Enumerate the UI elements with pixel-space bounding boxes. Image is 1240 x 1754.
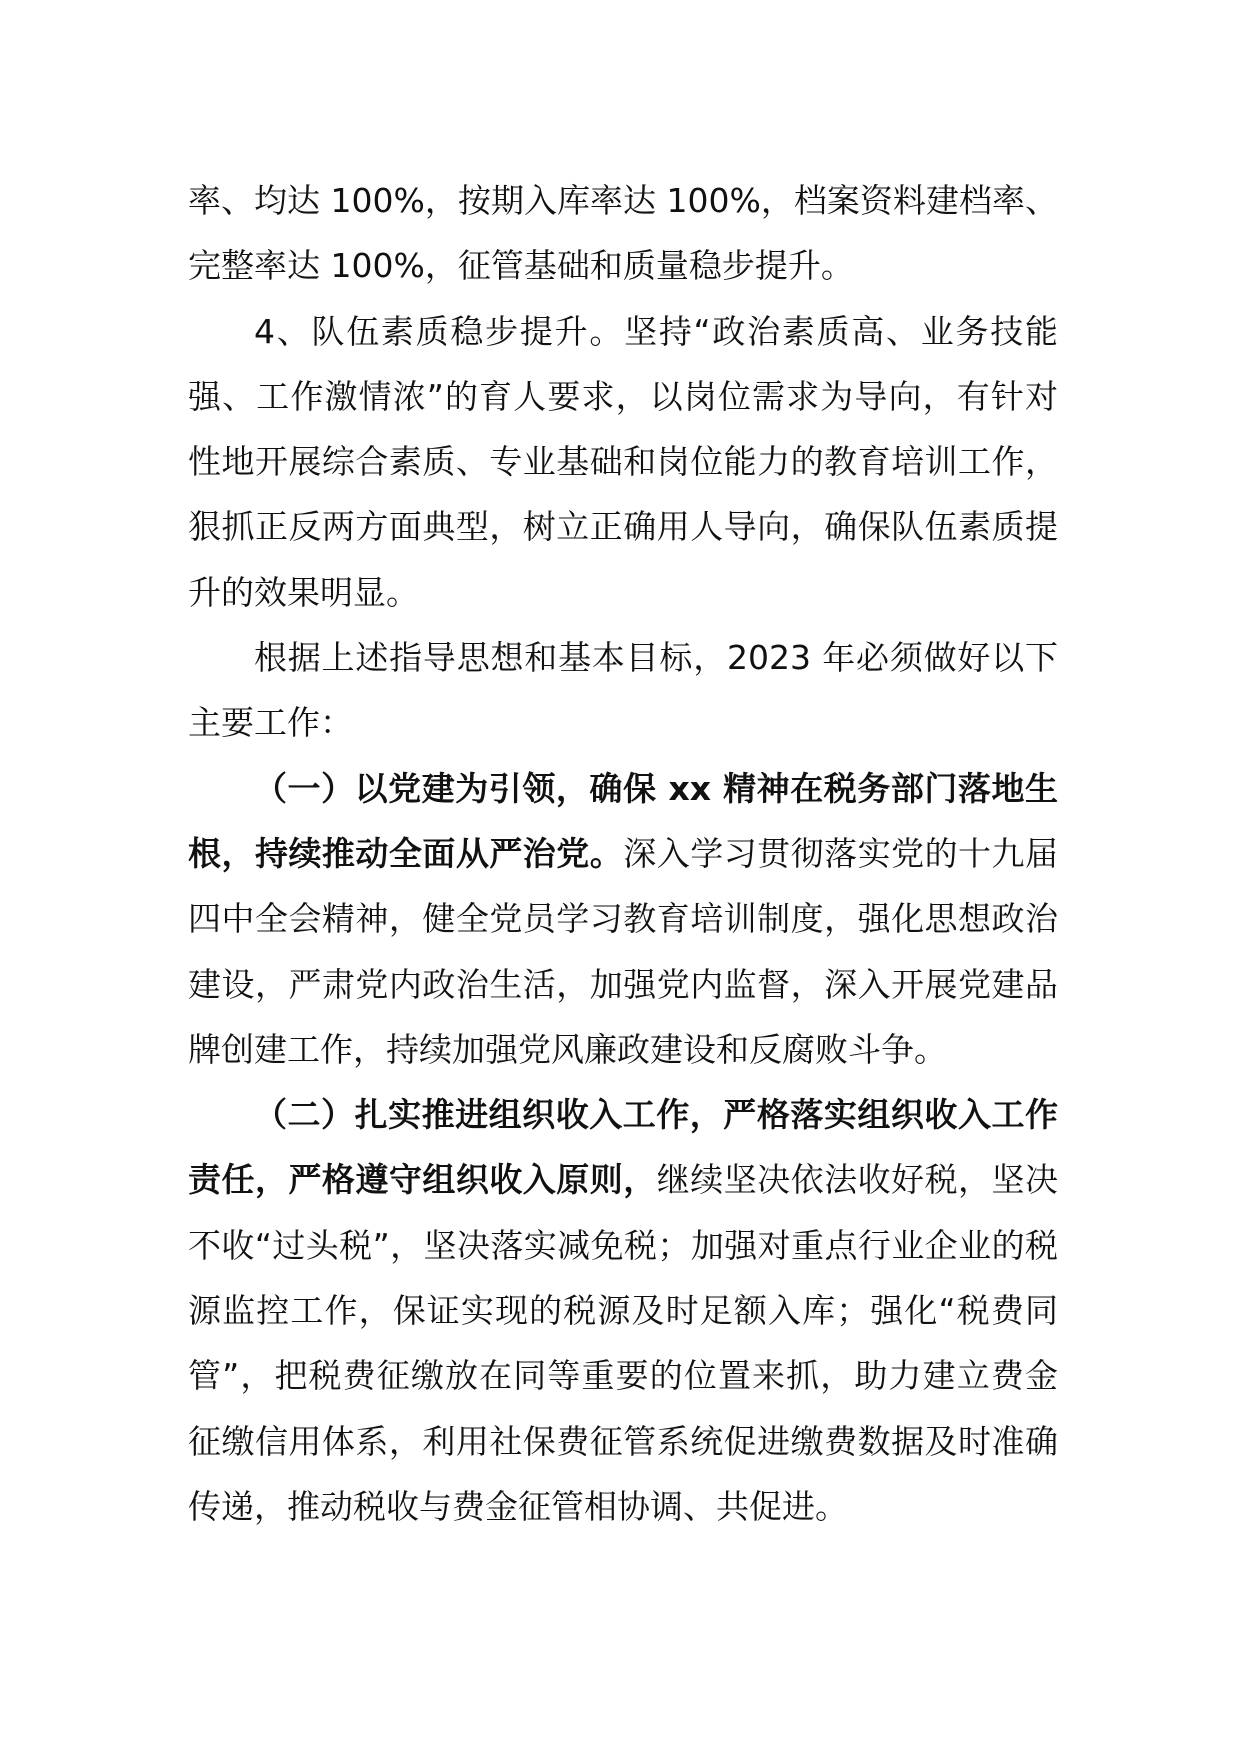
document-body <box>188 168 1058 1539</box>
section-body-revenue-collection: 继续坚决依法收好税，坚决不收“过头税”，坚决落实减免税；加强对重点行业企业的税源监控工作，保证实现的税源及时足额入库；强化“税费同管”，把税费征缴放在同等重要的位置来抓，助力建立费金征缴信用体系，利用社保费征管系统促进缴费数据及时准确传递，推动税收与费金征管相协调、共促进。 <box>188 1160 1059 1526</box>
paragraph-team-quality: 4、队伍素质稳步提升。坚持“政治素质高、业务技能强、工作激情浓”的育人要求，以岗位需求为导向，有针对性地开展综合素质、专业基础和岗位能力的教育培训工作，狠抓正反两方面典型，树立正确用人导向，确保队伍素质提升的效果明显。 <box>188 311 1058 612</box>
paragraph-collection-rates: 率、均达 100%，按期入库率达 100%，档案资料建档率、完整率达 100%，征管基础和质量稳步提升。 <box>188 181 1058 286</box>
paragraph-main-work-intro: 根据上述指导思想和基本目标，2023 年必须做好以下主要工作： <box>188 638 1058 743</box>
paragraph-revenue-collection <box>188 1082 1058 1539</box>
section-heading-revenue-collection: （二）扎实推进组织收入工作，严格落实组织收入工作责任，严格遵守组织收入原则， <box>188 1095 1058 1200</box>
paragraph-party-building <box>188 756 1058 1082</box>
section-body-party-building: 深入学习贯彻落实党的十九届四中全会精神，健全党员学习教育培训制度，强化思想政治建设，严肃党内政治生活，加强党内监督，深入开展党建品牌创建工作，持续加强党风廉政建设和反腐败斗争。 <box>188 833 1059 1069</box>
section-heading-party-building: （一）以党建为引领，确保 xx 精神在税务部门落地生根，持续推动全面从严治党。 <box>188 768 1058 873</box>
